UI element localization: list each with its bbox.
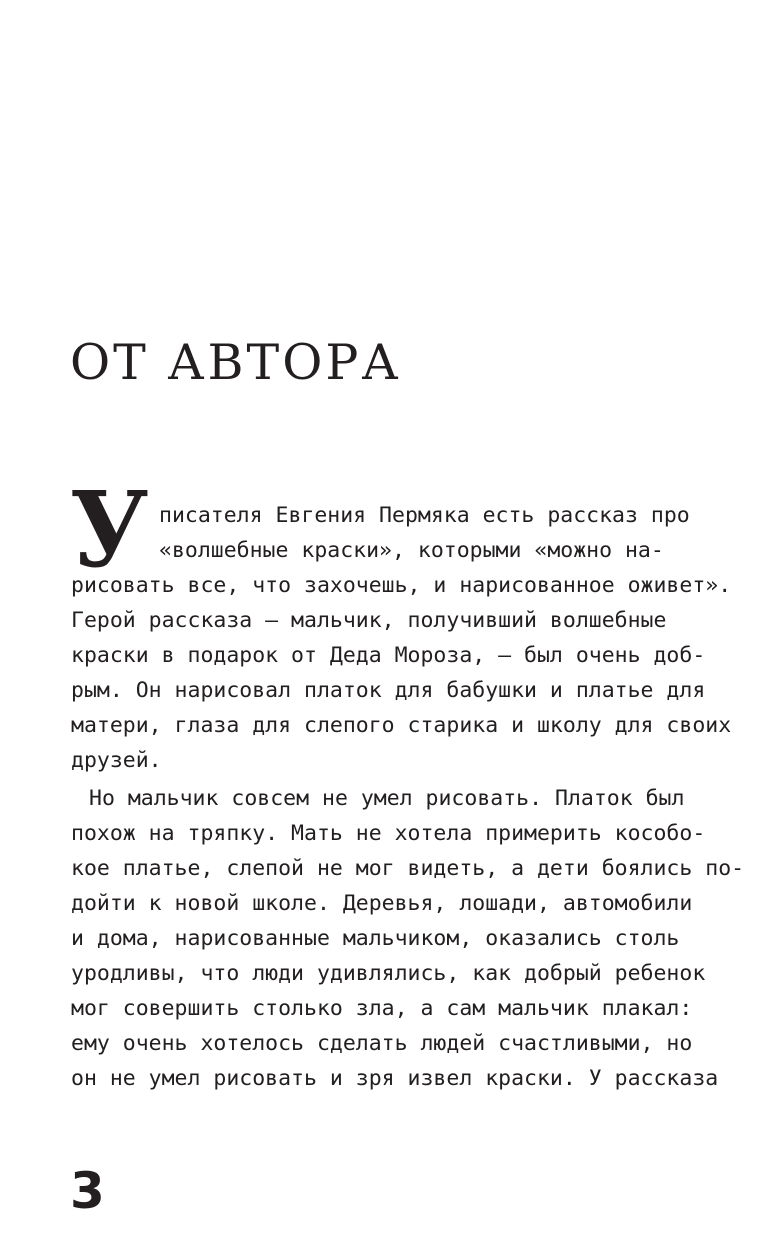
chapter-heading: ОТ АВТОРА <box>70 334 402 391</box>
text-line: краски в подарок от Деда Мороза, — был очень доб- <box>71 643 706 668</box>
text-line: кое платье, слепой не мог видеть, а дети боялись по- <box>71 856 745 881</box>
text-line: «волшебные краски», которыми «можно на- <box>159 538 664 563</box>
text-line: ему очень хотелось сделать людей счастливыми, но <box>71 1031 693 1056</box>
text-line: Но мальчик совсем не умел рисовать. Платок был <box>89 786 685 811</box>
text-line: друзей. <box>71 748 162 773</box>
text-line: уродливы, что люди удивлялись, как добрый ребенок <box>71 961 706 986</box>
page-number: 3 <box>70 1162 105 1220</box>
text-line: мог совершить столько зла, а сам мальчик плакал: <box>71 996 693 1021</box>
text-line: рисовать все, что захочешь, и нарисованное оживет». <box>71 573 732 598</box>
text-line: матери, глаза для слепого старика и школу для своих <box>71 713 732 738</box>
text-line: Герой рассказа — мальчик, получивший волшебные <box>71 608 667 633</box>
text-line: дойти к новой школе. Деревья, лошади, автомобили <box>71 891 693 916</box>
text-line: рым. Он нарисовал платок для бабушки и платье для <box>71 678 706 703</box>
text-line: похож на тряпку. Мать не хотела примерить кособо- <box>71 821 706 846</box>
text-line: писателя Евгения Пермяка есть рассказ про <box>159 503 690 528</box>
text-line: он не умел рисовать и зря извел краски. У рассказа <box>71 1066 719 1091</box>
drop-cap: У <box>70 468 149 591</box>
text-line: и дома, нарисованные мальчиком, оказались столь <box>71 926 680 951</box>
